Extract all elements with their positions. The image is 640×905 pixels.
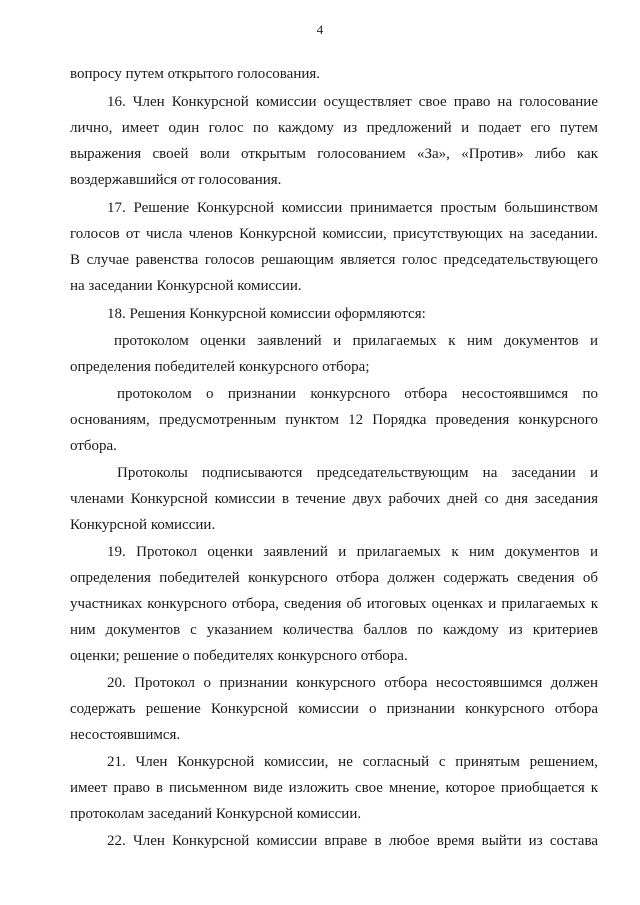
text-line: выражения своей воли открытым голосованием «За», «Против» либо как: [70, 146, 598, 162]
text-line: вопросу путем открытого голосования.: [70, 66, 321, 82]
text-line: Конкурсной комиссии.: [70, 517, 216, 533]
text-line: ним документов с указанием количества баллов по каждому из критериев: [70, 622, 598, 638]
page-number: 4: [316, 22, 324, 37]
text-line: лично, имеет один голос по каждому из предложений и подает его путем: [70, 120, 598, 136]
text-line: членами Конкурсной комиссии в течение двух рабочих дней со дня заседания: [70, 491, 598, 507]
text-line: отбора.: [70, 438, 117, 454]
text-line: протоколом оценки заявлений и прилагаемых к ним документов и: [114, 333, 598, 349]
text-line: голосов от числа членов Конкурсной комиссии, присутствующих на заседании.: [70, 226, 598, 242]
text-line: протоколом о признании конкурсного отбора несостоявшимся по: [117, 386, 598, 402]
text-line: оценки; решение о победителях конкурсного отбора.: [70, 648, 408, 664]
text-line: 18. Решения Конкурсной комиссии оформляются:: [107, 306, 426, 322]
text-line: Протоколы подписываются председательствующим на заседании и: [117, 465, 598, 481]
text-line: на заседании Конкурсной комиссии.: [70, 278, 302, 294]
text-line: воздержавшийся от голосования.: [70, 172, 282, 188]
text-line: основаниям, предусмотренным пунктом 12 Порядка проведения конкурсного: [70, 412, 598, 428]
text-line: протоколам заседаний Конкурсной комиссии.: [70, 806, 362, 822]
text-line: определения победителей конкурсного отбора;: [70, 359, 370, 375]
text-line: несостоявшимся.: [70, 727, 181, 743]
text-line: 19. Протокол оценки заявлений и прилагаемых к ним документов и: [107, 544, 598, 560]
text-line: 16. Член Конкурсной комиссии осуществляет свое право на голосование: [107, 94, 598, 110]
text-line: 22. Член Конкурсной комиссии вправе в любое время выйти из состава: [107, 833, 598, 849]
text-line: содержать решение Конкурсной комиссии о признании конкурсного отбора: [70, 701, 598, 717]
text-line: участниках конкурсного отбора, сведения об итоговых оценках и прилагаемых к: [70, 596, 598, 612]
text-line: 20. Протокол о признании конкурсного отбора несостоявшимся должен: [107, 675, 598, 691]
text-line: В случае равенства голосов решающим является голос председательствующего: [70, 252, 598, 268]
text-line: определения победителей конкурсного отбора должен содержать сведения об: [70, 570, 598, 586]
text-line: 17. Решение Конкурсной комиссии принимается простым большинством: [107, 200, 598, 216]
text-line: имеет право в письменном виде изложить свое мнение, которое приобщается к: [70, 780, 598, 796]
text-line: 21. Член Конкурсной комиссии, не согласный с принятым решением,: [107, 754, 598, 770]
